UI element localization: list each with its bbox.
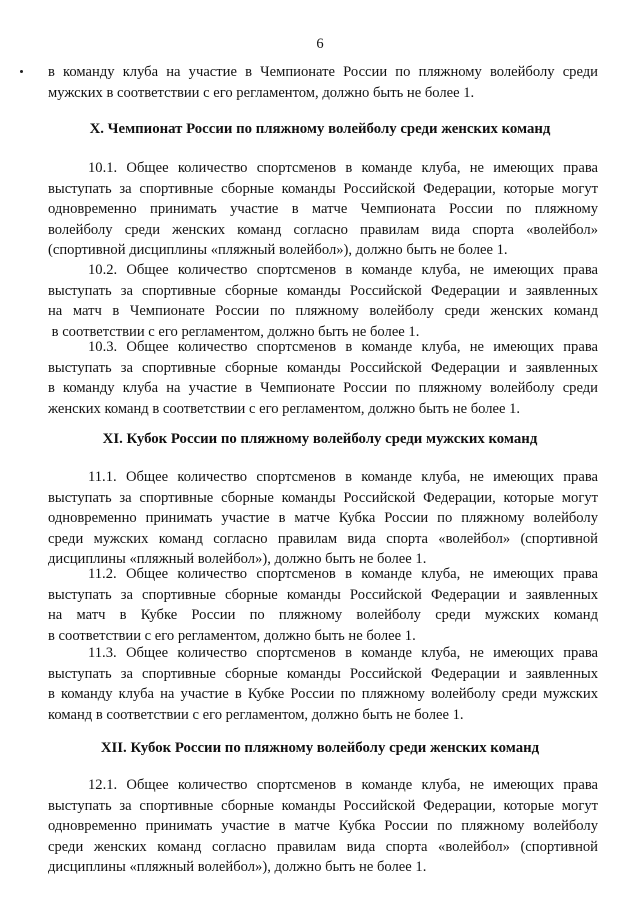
text-line: 11.2. Общее количество спортсменов в команде клуба, не имеющих права: [88, 566, 598, 582]
text-line: выступать за спортивные сборные команды Российской Федерации и заявленных: [48, 586, 598, 603]
text-line: в команду клуба на участие в Чемпионате России по пляжному волейболу среди: [48, 380, 598, 396]
text-line: выступать за спортивные сборные команды Российской Федерации, которые могут: [48, 797, 598, 814]
paragraph-12-1: [48, 775, 598, 878]
text-line: (спортивной дисциплины «пляжный волейбол»), должно быть не более 1.: [48, 242, 508, 258]
section-heading-xi: XI. Кубок России по пляжному волейболу среди мужских команд: [102, 431, 538, 447]
text-line: в команду клуба на участие в Кубке России по пляжному волейболу среди мужских: [48, 686, 598, 702]
text-line: выступать за спортивные сборные команды Российской Федерации и заявленных: [48, 282, 598, 299]
text-line: одновременно принимать участие в матче Кубка России по пляжному волейболу: [48, 510, 598, 526]
text-line: выступать за спортивные сборные команды Российской Федерации, которые могут: [48, 489, 598, 506]
text-line: 12.1. Общее количество спортсменов в команде клуба, не имеющих права: [88, 777, 598, 793]
paragraph-11-1: [48, 467, 598, 570]
text-line: на матч в Кубке России по пляжному волейболу среди мужских команд: [48, 607, 598, 623]
paragraph-11-3: [48, 643, 598, 725]
text-line: 11.1. Общее количество спортсменов в команде клуба, не имеющих права: [88, 469, 598, 485]
paragraph-10-1: [48, 158, 598, 261]
text-line: волейболу среди женских команд согласно правилам вида спорта «волейбол»: [48, 221, 598, 238]
text-line: среди женских команд согласно правилам вида спорта «волейбол» (спортивной: [48, 838, 598, 855]
text-line: 10.1. Общее количество спортсменов в команде клуба, не имеющих права: [88, 160, 598, 176]
paragraph-10-3: [48, 337, 598, 419]
text-line: среди мужских команд согласно правилам вида спорта «волейбол» (спортивной: [48, 530, 598, 547]
text-line: мужских в соответствии с его регламентом, должно быть не более 1.: [48, 84, 475, 101]
paragraph-11-2: [48, 564, 598, 646]
text-line: 10.3. Общее количество спортсменов в команде клуба, не имеющих права: [88, 339, 598, 355]
text-line: 10.2. Общее количество спортсменов в команде клуба, не имеющих права: [88, 262, 598, 278]
text-line: команд в соответствии с его регламентом, должно быть не более 1.: [48, 706, 464, 723]
paragraph-10-2: [48, 260, 598, 342]
section-heading-x: X. Чемпионат России по пляжному волейболу среди женских команд: [89, 121, 551, 137]
text-line: одновременно принимать участие в матче Чемпионата России по пляжному: [48, 201, 598, 217]
text-line: выступать за спортивные сборные команды Российской Федерации и заявленных: [48, 665, 598, 682]
text-line: на матч в Чемпионате России по пляжному волейболу среди женских команд: [48, 303, 598, 319]
scan-dot: [20, 70, 23, 73]
text-line: выступать за спортивные сборные команды Российской Федерации и заявленных: [48, 359, 598, 376]
text-line: 11.3. Общее количество спортсменов в команде клуба, не имеющих права: [88, 645, 598, 661]
section-heading-xii: XII. Кубок России по пляжному волейболу среди женских команд: [100, 740, 540, 756]
text-line: дисциплины «пляжный волейбол»), должно быть не более 1.: [48, 859, 427, 875]
intro-paragraph: [48, 62, 598, 103]
text-line: в команду клуба на участие в Чемпионате России по пляжному волейболу среди: [48, 64, 598, 80]
text-line: выступать за спортивные сборные команды Российской Федерации, которые могут: [48, 180, 598, 197]
text-line: женских команд в соответствии с его регламентом, должно быть не более 1.: [48, 400, 521, 417]
text-line: дисциплины «пляжный волейбол»), должно быть не более 1.: [48, 551, 427, 567]
page-number: 6: [316, 36, 324, 52]
text-line: в соответствии с его регламентом, должно быть не более 1.: [48, 323, 420, 340]
text-line: в соответствии с его регламентом, должно быть не более 1.: [48, 627, 416, 644]
text-line: одновременно принимать участие в матче Кубка России по пляжному волейболу: [48, 818, 598, 834]
